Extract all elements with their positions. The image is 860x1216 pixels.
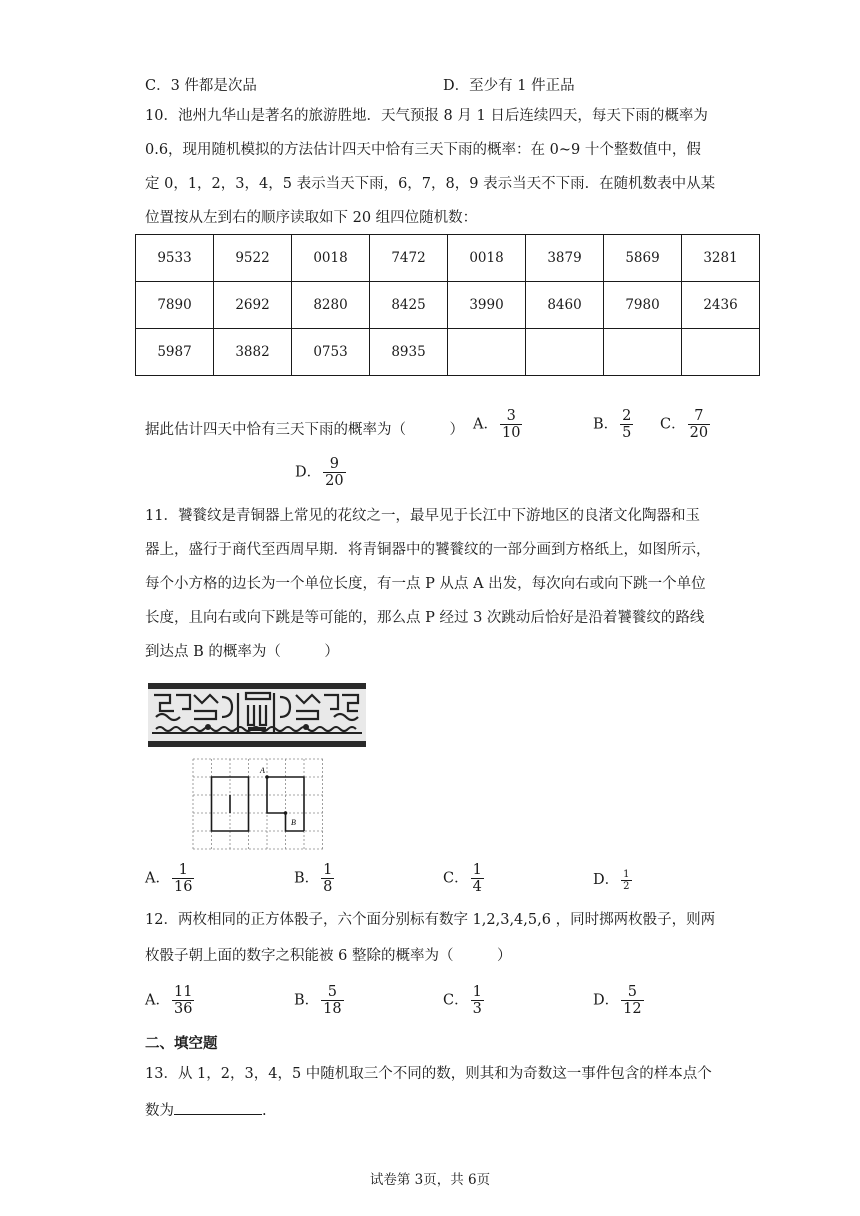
q12-line-1: 12．两枚相同的正方体骰子，六个面分别标有数字 1,2,3,4,5,6 ，同时掷两枚骰子，则两 — [145, 912, 716, 928]
fraction — [621, 869, 631, 892]
option-label: D． — [593, 992, 620, 1009]
numerator: 1 — [178, 862, 188, 878]
fraction — [172, 862, 194, 895]
q13-text: 数为 — [145, 1103, 174, 1119]
numerator: 1 — [623, 868, 630, 880]
q11-option-a — [145, 862, 196, 895]
numerator: 3 — [506, 408, 516, 424]
q13-line-2 — [145, 1100, 267, 1121]
fraction — [321, 984, 343, 1017]
table-cell: 2692 — [214, 282, 292, 329]
point-a-label: A — [260, 766, 265, 775]
fraction — [620, 408, 633, 441]
table-cell: 3281 — [682, 235, 760, 282]
numerator: 9 — [329, 456, 339, 472]
q9-option-c: C．3 件都是次品 — [145, 78, 257, 94]
q11-line-1: 11．饕餮纹是青铜器上常见的花纹之一，最早见于长江中下游地区的良渚文化陶器和玉 — [145, 508, 700, 524]
q11-option-b — [294, 862, 336, 895]
table-cell: 7472 — [370, 235, 448, 282]
q12-option-d — [593, 984, 646, 1017]
numerator: 5 — [627, 984, 637, 1000]
q10-question: 据此估计四天中恰有三天下雨的概率为（ ） — [145, 422, 464, 438]
random-number-table — [135, 234, 760, 376]
q12-option-b — [294, 984, 346, 1017]
q11-line-3: 每个小方格的边长为一个单位长度，有一点 P 从点 A 出发，每次向右或向下跳一个单位 — [145, 576, 706, 592]
grid-figure — [192, 758, 328, 850]
fraction — [471, 862, 484, 895]
denominator: 16 — [173, 879, 193, 895]
fraction — [621, 984, 643, 1017]
table-cell: 8460 — [526, 282, 604, 329]
option-label: C． — [660, 416, 686, 433]
q13-line-1: 13．从 1，2，3，4，5 中随机取三个不同的数，则其和为奇数这一事件包含的样本点个 — [145, 1066, 712, 1082]
table-cell — [448, 329, 526, 376]
denominator: 10 — [501, 425, 521, 441]
page-footer: 试卷第 3页，共 6页 — [369, 1172, 491, 1188]
option-label: B． — [294, 870, 320, 887]
numerator: 1 — [472, 984, 482, 1000]
answer-blank[interactable] — [174, 1100, 262, 1115]
denominator: 8 — [323, 879, 333, 895]
table-row — [136, 282, 760, 329]
q10-option-d — [295, 456, 348, 489]
table-cell: 0018 — [448, 235, 526, 282]
option-label: A． — [473, 416, 498, 433]
denominator: 12 — [623, 1001, 642, 1017]
table-cell: 7890 — [136, 282, 214, 329]
option-label: A． — [145, 992, 170, 1009]
table-cell: 8425 — [370, 282, 448, 329]
numerator: 11 — [173, 984, 193, 1000]
option-label: A． — [145, 870, 170, 887]
table-cell: 5987 — [136, 329, 214, 376]
table-cell: 5869 — [604, 235, 682, 282]
q10-line-3: 定 0，1，2，3，4，5 表示当天下雨，6，7，8，9 表示当天不下雨．在随机数表中从某 — [145, 176, 716, 192]
option-label: D． — [593, 872, 620, 888]
fraction — [321, 862, 334, 895]
q13-end: . — [262, 1103, 267, 1119]
numerator: 7 — [694, 408, 704, 424]
q10-line-1: 10．池州九华山是著名的旅游胜地．天气预报 8 月 1 日后连续四天，每天下雨的概率为 — [145, 108, 708, 124]
numerator: 1 — [323, 862, 333, 878]
table-cell: 0753 — [292, 329, 370, 376]
q11-option-d — [593, 868, 634, 892]
table-cell: 8935 — [370, 329, 448, 376]
numerator: 2 — [622, 408, 632, 424]
table-cell: 3990 — [448, 282, 526, 329]
denominator: 18 — [323, 1001, 342, 1017]
q10-option-a — [473, 408, 524, 441]
table-row — [136, 235, 760, 282]
fraction — [471, 984, 484, 1017]
denominator: 20 — [325, 473, 344, 489]
table-cell — [682, 329, 760, 376]
section-heading: 二、填空题 — [145, 1035, 218, 1052]
option-label: C． — [443, 870, 469, 887]
fraction — [172, 984, 194, 1017]
q12-option-c — [443, 984, 486, 1017]
q12-line-2: 枚骰子朝上面的数字之积能被 6 整除的概率为（ ） — [145, 948, 512, 964]
denominator: 20 — [689, 425, 709, 441]
denominator: 36 — [173, 1001, 193, 1017]
table-cell: 3882 — [214, 329, 292, 376]
point-b-label: B — [291, 818, 296, 827]
denominator: 2 — [623, 880, 630, 892]
table-cell: 0018 — [292, 235, 370, 282]
table-cell: 8280 — [292, 282, 370, 329]
q10-option-c — [660, 408, 712, 441]
numerator: 1 — [472, 862, 482, 878]
table-cell: 9533 — [136, 235, 214, 282]
q11-line-4: 长度，且向右或向下跳是等可能的，那么点 P 经过 3 次跳动后恰好是沿着饕餮纹的路线 — [145, 610, 705, 626]
table-cell: 3879 — [526, 235, 604, 282]
denominator: 3 — [472, 1001, 482, 1017]
taotie-pattern-image — [148, 683, 366, 747]
q12-option-a — [145, 984, 196, 1017]
denominator: 5 — [622, 425, 632, 441]
fraction — [500, 408, 522, 441]
table-cell: 9522 — [214, 235, 292, 282]
option-label: B． — [593, 416, 619, 433]
q11-option-c — [443, 862, 486, 895]
fraction — [323, 456, 345, 489]
denominator: 4 — [472, 879, 482, 895]
option-label: C． — [443, 992, 469, 1009]
numerator: 5 — [327, 984, 337, 1000]
q11-line-2: 器上，盛行于商代至西周早期．将青铜器中的饕餮纹的一部分画到方格纸上，如图所示， — [145, 542, 711, 558]
fraction — [688, 408, 710, 441]
q10-line-4: 位置按从左到右的顺序读取如下 20 组四位随机数： — [145, 210, 478, 226]
table-cell: 2436 — [682, 282, 760, 329]
table-cell — [604, 329, 682, 376]
table-row — [136, 329, 760, 376]
q10-line-2: 0.6，现用随机模拟的方法估计四天中恰有三天下雨的概率：在 0~9 十个整数值中，假 — [145, 142, 701, 158]
q9-option-d: D．至少有 1 件正品 — [443, 78, 575, 94]
q11-line-5: 到达点 B 的概率为（ ） — [145, 644, 339, 660]
q10-option-b — [593, 408, 635, 441]
table-cell: 7980 — [604, 282, 682, 329]
option-label: B． — [294, 992, 320, 1009]
option-label: D． — [295, 464, 322, 481]
table-cell — [526, 329, 604, 376]
